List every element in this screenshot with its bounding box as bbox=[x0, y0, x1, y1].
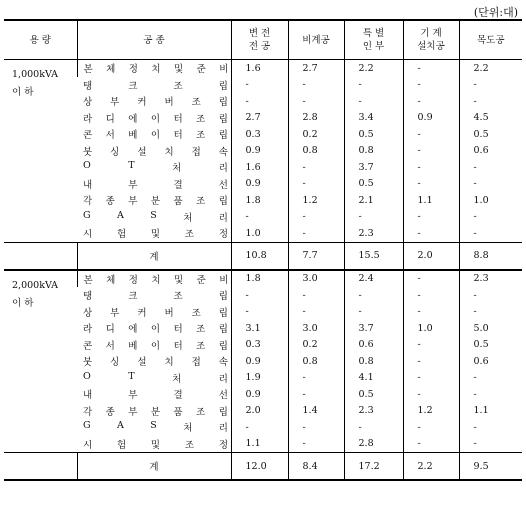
table-body bbox=[4, 60, 522, 481]
subtotal-value: 7.7 bbox=[288, 242, 344, 270]
work-type-cell bbox=[77, 192, 231, 209]
work-type-label: 상 부 커 버 조 립 bbox=[83, 307, 228, 319]
capacity-cell bbox=[4, 270, 77, 453]
value-cell: 2.2 bbox=[344, 60, 403, 77]
header-work-type: 공 종 bbox=[77, 20, 231, 60]
value-cell: 1.4 bbox=[288, 403, 344, 420]
table-row bbox=[4, 225, 522, 242]
value-cell: - bbox=[459, 77, 522, 94]
value-cell: 1.8 bbox=[231, 192, 288, 209]
work-type-label: 각 종 부 분 품 조 립 bbox=[83, 406, 228, 418]
work-type-cell bbox=[77, 77, 231, 94]
value-cell: - bbox=[288, 287, 344, 304]
value-cell: - bbox=[288, 93, 344, 110]
value-cell: - bbox=[403, 270, 459, 288]
work-type-cell bbox=[77, 337, 231, 354]
value-cell: - bbox=[459, 386, 522, 403]
value-cell: 0.8 bbox=[344, 353, 403, 370]
work-type-cell bbox=[77, 225, 231, 242]
subtotal-row bbox=[4, 242, 522, 270]
value-cell: - bbox=[403, 209, 459, 226]
value-cell: - bbox=[459, 370, 522, 387]
header-machine-installer: 기 계 설치공 bbox=[403, 20, 459, 60]
subtotal-value: 2.0 bbox=[403, 242, 459, 270]
work-type-label: 본 체 정 치 및 준 비 bbox=[83, 64, 229, 76]
value-cell: - bbox=[288, 436, 344, 453]
value-cell: - bbox=[344, 77, 403, 94]
value-cell: 2.7 bbox=[231, 110, 288, 127]
table-row bbox=[4, 77, 522, 94]
value-cell: 0.5 bbox=[459, 337, 522, 354]
value-cell: - bbox=[231, 304, 288, 321]
value-cell: 2.4 bbox=[344, 270, 403, 288]
capacity-line2: 이 하 bbox=[12, 297, 34, 309]
value-cell: 5.0 bbox=[459, 320, 522, 337]
value-cell: 0.9 bbox=[231, 176, 288, 193]
value-cell: - bbox=[459, 93, 522, 110]
value-cell: - bbox=[288, 209, 344, 226]
value-cell: - bbox=[231, 77, 288, 94]
value-cell: 1.2 bbox=[403, 403, 459, 420]
value-cell: 3.0 bbox=[288, 320, 344, 337]
value-cell: 0.5 bbox=[459, 126, 522, 143]
work-type-label: G A S 처 리 bbox=[83, 420, 228, 435]
work-type-cell bbox=[77, 93, 231, 110]
table-row bbox=[4, 192, 522, 209]
value-cell: 0.9 bbox=[231, 386, 288, 403]
value-cell: 1.8 bbox=[231, 270, 288, 288]
subtotal-row bbox=[4, 453, 522, 481]
table-row bbox=[4, 110, 522, 127]
work-type-cell bbox=[77, 143, 231, 160]
unit-note: (단위:대) bbox=[473, 6, 518, 19]
table-row bbox=[4, 126, 522, 143]
value-cell: - bbox=[288, 386, 344, 403]
value-cell: 1.2 bbox=[288, 192, 344, 209]
value-cell: 0.9 bbox=[231, 353, 288, 370]
table-row bbox=[4, 304, 522, 321]
value-cell: - bbox=[459, 287, 522, 304]
subtotal-value: 10.8 bbox=[231, 242, 288, 270]
value-cell: 3.1 bbox=[231, 320, 288, 337]
work-type-cell bbox=[77, 370, 231, 387]
value-cell: 1.1 bbox=[231, 436, 288, 453]
work-type-label: 상 부 커 버 조 립 bbox=[83, 97, 228, 109]
value-cell: - bbox=[231, 419, 288, 436]
subtotal-value: 8.4 bbox=[288, 453, 344, 481]
value-cell: - bbox=[344, 287, 403, 304]
value-cell: 1.6 bbox=[231, 60, 288, 77]
value-cell: - bbox=[231, 287, 288, 304]
value-cell: - bbox=[403, 370, 459, 387]
header-substation-electrician: 변 전 전 공 bbox=[231, 20, 288, 60]
value-cell: - bbox=[403, 126, 459, 143]
value-cell: 4.5 bbox=[459, 110, 522, 127]
work-type-cell bbox=[77, 287, 231, 304]
value-cell: - bbox=[288, 159, 344, 176]
work-type-cell bbox=[77, 110, 231, 127]
capacity-line2: 이 하 bbox=[12, 87, 34, 98]
value-cell: - bbox=[288, 176, 344, 193]
work-type-cell bbox=[77, 419, 231, 436]
value-cell: 0.6 bbox=[459, 143, 522, 160]
table-row bbox=[4, 419, 522, 436]
table-row bbox=[4, 159, 522, 176]
value-cell: - bbox=[288, 77, 344, 94]
work-type-cell bbox=[77, 126, 231, 143]
value-cell: - bbox=[403, 159, 459, 176]
work-type-label: 라 디 에 이 터 조 립 bbox=[83, 324, 228, 336]
table-row bbox=[4, 93, 522, 110]
value-cell: - bbox=[403, 143, 459, 160]
value-cell: 1.0 bbox=[459, 192, 522, 209]
value-cell: 0.5 bbox=[344, 126, 403, 143]
work-type-label: 내 부 결 선 bbox=[83, 390, 228, 402]
value-cell: - bbox=[403, 337, 459, 354]
table-row bbox=[4, 320, 522, 337]
work-type-cell bbox=[77, 304, 231, 321]
value-cell: 2.3 bbox=[459, 270, 522, 288]
value-cell: 1.1 bbox=[459, 403, 522, 420]
work-type-label: 붓 싱 설 치 접 속 bbox=[83, 357, 228, 369]
work-type-label: 탱 크 조 립 bbox=[83, 291, 228, 303]
value-cell: 1.6 bbox=[231, 159, 288, 176]
subtotal-label: 계 bbox=[77, 453, 231, 481]
value-cell: 0.6 bbox=[459, 353, 522, 370]
value-cell: - bbox=[344, 304, 403, 321]
value-cell: 0.3 bbox=[231, 337, 288, 354]
header-special-laborer: 특 별 인 부 bbox=[344, 20, 403, 60]
value-cell: 0.3 bbox=[231, 126, 288, 143]
work-type-label: O T 처 리 bbox=[83, 370, 228, 385]
value-cell: 4.1 bbox=[344, 370, 403, 387]
work-type-cell bbox=[77, 176, 231, 193]
value-cell: - bbox=[344, 419, 403, 436]
value-cell: 1.1 bbox=[403, 192, 459, 209]
work-type-label: 콘 서 베 이 터 조 립 bbox=[83, 130, 228, 142]
header-row bbox=[4, 20, 522, 60]
work-type-cell bbox=[77, 270, 231, 288]
work-type-label: 시 험 및 조 정 bbox=[83, 439, 228, 451]
table-row bbox=[4, 270, 522, 288]
value-cell: 3.0 bbox=[288, 270, 344, 288]
value-cell: 3.7 bbox=[344, 320, 403, 337]
subtotal-value: 8.8 bbox=[459, 242, 522, 270]
value-cell: - bbox=[459, 209, 522, 226]
table-row bbox=[4, 337, 522, 354]
capacity-cell bbox=[4, 60, 77, 243]
value-cell: - bbox=[403, 287, 459, 304]
value-cell: 2.1 bbox=[344, 192, 403, 209]
subtotal-value: 15.5 bbox=[344, 242, 403, 270]
value-cell: 3.4 bbox=[344, 110, 403, 127]
table-row bbox=[4, 176, 522, 193]
value-cell: - bbox=[403, 77, 459, 94]
subtotal-blank-cell bbox=[4, 242, 77, 270]
work-type-cell bbox=[77, 353, 231, 370]
value-cell: 0.9 bbox=[231, 143, 288, 160]
table-row bbox=[4, 287, 522, 304]
value-cell: 0.2 bbox=[288, 126, 344, 143]
value-cell: - bbox=[231, 93, 288, 110]
value-cell: 2.2 bbox=[459, 60, 522, 77]
value-cell: 0.6 bbox=[344, 337, 403, 354]
table-row bbox=[4, 143, 522, 160]
value-cell: 1.0 bbox=[403, 320, 459, 337]
value-cell: 0.8 bbox=[288, 143, 344, 160]
work-type-label: O T 처 리 bbox=[83, 160, 228, 175]
work-type-label: 내 부 결 선 bbox=[83, 179, 228, 191]
capacity-line1: 2,000kVA bbox=[12, 279, 59, 291]
work-type-cell bbox=[77, 60, 231, 77]
work-type-label: 탱 크 조 립 bbox=[83, 80, 228, 92]
value-cell: 0.9 bbox=[403, 110, 459, 127]
work-type-cell bbox=[77, 403, 231, 420]
subtotal-value: 17.2 bbox=[344, 453, 403, 481]
table-row bbox=[4, 386, 522, 403]
subtotal-label: 계 bbox=[77, 242, 231, 270]
value-cell: 2.3 bbox=[344, 403, 403, 420]
value-cell: - bbox=[459, 419, 522, 436]
value-cell: 2.7 bbox=[288, 60, 344, 77]
work-type-cell bbox=[77, 320, 231, 337]
value-cell: - bbox=[403, 353, 459, 370]
header-carrier: 목도공 bbox=[459, 20, 522, 60]
value-cell: - bbox=[288, 304, 344, 321]
value-cell: 1.9 bbox=[231, 370, 288, 387]
work-type-label: 라 디 에 이 터 조 립 bbox=[83, 113, 228, 125]
value-cell: - bbox=[459, 225, 522, 242]
value-cell: - bbox=[403, 436, 459, 453]
work-type-cell bbox=[77, 386, 231, 403]
subtotal-value: 12.0 bbox=[231, 453, 288, 481]
value-cell: 0.8 bbox=[344, 143, 403, 160]
value-cell: - bbox=[403, 225, 459, 242]
value-cell: - bbox=[344, 93, 403, 110]
work-type-label: 본 체 정 치 및 준 비 bbox=[83, 274, 229, 286]
table-row bbox=[4, 403, 522, 420]
header-scaffolder: 비계공 bbox=[288, 20, 344, 60]
work-type-label: 콘 서 베 이 터 조 립 bbox=[83, 340, 228, 352]
work-type-label: 각 종 부 분 품 조 립 bbox=[83, 196, 228, 208]
subtotal-value: 2.2 bbox=[403, 453, 459, 481]
value-cell: - bbox=[403, 386, 459, 403]
value-cell: - bbox=[403, 93, 459, 110]
value-cell: - bbox=[459, 159, 522, 176]
value-cell: - bbox=[288, 225, 344, 242]
capacity-line1: 1,000kVA bbox=[12, 69, 59, 80]
value-cell: - bbox=[288, 370, 344, 387]
value-cell: - bbox=[459, 436, 522, 453]
value-cell: 2.3 bbox=[344, 225, 403, 242]
work-type-cell bbox=[77, 436, 231, 453]
table-row bbox=[4, 436, 522, 453]
value-cell: 2.8 bbox=[288, 110, 344, 127]
value-cell: 0.8 bbox=[288, 353, 344, 370]
value-cell: 2.0 bbox=[231, 403, 288, 420]
value-cell: - bbox=[231, 209, 288, 226]
value-cell: - bbox=[459, 176, 522, 193]
value-cell: - bbox=[403, 419, 459, 436]
table-row bbox=[4, 353, 522, 370]
value-cell: - bbox=[403, 304, 459, 321]
table-row bbox=[4, 209, 522, 226]
value-cell: 0.5 bbox=[344, 176, 403, 193]
table-row bbox=[4, 370, 522, 387]
subtotal-blank-cell bbox=[4, 453, 77, 481]
table-row bbox=[4, 60, 522, 77]
work-type-label: 붓 싱 설 치 접 속 bbox=[83, 146, 228, 158]
value-cell: 1.0 bbox=[231, 225, 288, 242]
value-cell: - bbox=[288, 419, 344, 436]
value-cell: 3.7 bbox=[344, 159, 403, 176]
value-cell: - bbox=[403, 60, 459, 77]
value-cell: 2.8 bbox=[344, 436, 403, 453]
subtotal-value: 9.5 bbox=[459, 453, 522, 481]
value-cell: - bbox=[403, 176, 459, 193]
work-type-cell bbox=[77, 209, 231, 226]
value-cell: - bbox=[344, 209, 403, 226]
value-cell: 0.5 bbox=[344, 386, 403, 403]
header-capacity: 용 량 bbox=[4, 20, 77, 60]
value-cell: - bbox=[459, 304, 522, 321]
work-type-cell bbox=[77, 159, 231, 176]
value-cell: 0.2 bbox=[288, 337, 344, 354]
work-type-label: G A S 처 리 bbox=[83, 209, 228, 224]
work-type-label: 시 험 및 조 정 bbox=[83, 229, 228, 241]
labor-table bbox=[4, 19, 522, 481]
